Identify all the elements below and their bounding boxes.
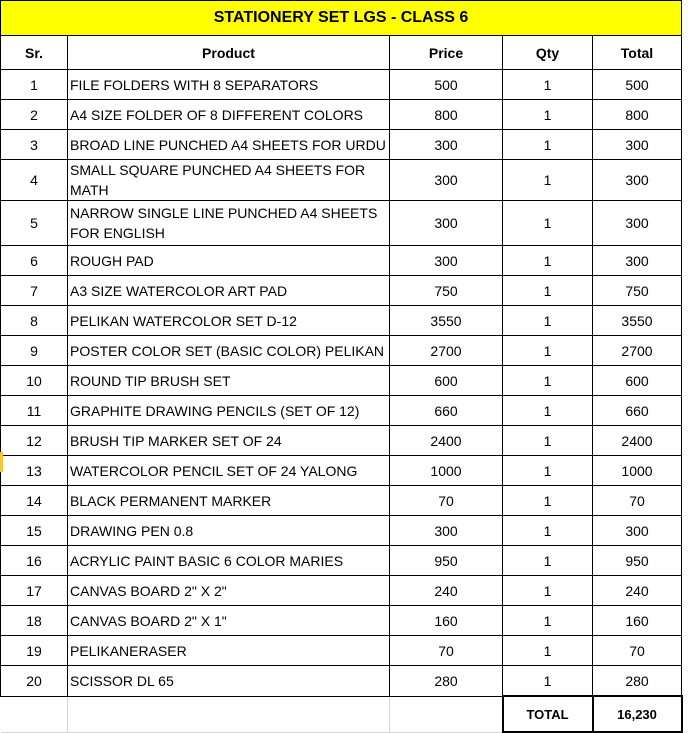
table-row — [1, 70, 682, 100]
cell-sr[interactable]: 19 — [1, 636, 68, 666]
table-row — [1, 201, 682, 246]
cell-product[interactable]: PELIKANERASER — [68, 636, 390, 666]
cell-sr[interactable]: 11 — [1, 396, 68, 426]
table-row — [1, 366, 682, 396]
empty-cell[interactable] — [1, 696, 68, 732]
cell-total[interactable]: 300 — [593, 516, 682, 546]
cell-qty[interactable]: 1 — [503, 336, 593, 366]
header-price[interactable]: Price — [390, 36, 503, 70]
cell-price[interactable]: 950 — [390, 546, 503, 576]
cell-total[interactable]: 750 — [593, 276, 682, 306]
cell-total[interactable]: 300 — [593, 160, 682, 201]
cell-qty[interactable]: 1 — [503, 516, 593, 546]
cell-product[interactable]: BLACK PERMANENT MARKER — [68, 486, 390, 516]
cell-qty[interactable]: 1 — [503, 456, 593, 486]
cell-price[interactable]: 2700 — [390, 336, 503, 366]
cell-sr[interactable]: 13 — [1, 456, 68, 486]
empty-cell[interactable] — [68, 696, 390, 732]
table-row — [1, 100, 682, 130]
cell-price[interactable]: 300 — [390, 201, 503, 246]
cell-product[interactable]: PELIKAN WATERCOLOR SET D-12 — [68, 306, 390, 336]
cell-qty[interactable]: 1 — [503, 246, 593, 276]
cell-qty[interactable]: 1 — [503, 366, 593, 396]
cell-qty[interactable]: 1 — [503, 276, 593, 306]
cell-qty[interactable]: 1 — [503, 201, 593, 246]
table-row — [1, 396, 682, 426]
cell-total[interactable]: 3550 — [593, 306, 682, 336]
title-row — [1, 1, 682, 36]
cell-sr[interactable]: 16 — [1, 546, 68, 576]
cell-price[interactable]: 300 — [390, 130, 503, 160]
cell-sr[interactable]: 15 — [1, 516, 68, 546]
empty-cell[interactable] — [390, 696, 503, 732]
cell-product[interactable]: BROAD LINE PUNCHED A4 SHEETS FOR URDU — [68, 130, 390, 160]
cell-product[interactable]: SMALL SQUARE PUNCHED A4 SHEETS FOR MATH — [68, 160, 390, 201]
table-row — [1, 426, 682, 456]
cell-total[interactable]: 660 — [593, 396, 682, 426]
cell-price[interactable]: 300 — [390, 516, 503, 546]
table-row — [1, 336, 682, 366]
cell-product[interactable]: CANVAS BOARD 2" X 1" — [68, 606, 390, 636]
cell-total[interactable]: 300 — [593, 246, 682, 276]
cell-price[interactable]: 70 — [390, 636, 503, 666]
cell-sr[interactable]: 14 — [1, 486, 68, 516]
cell-product[interactable]: FILE FOLDERS WITH 8 SEPARATORS — [68, 70, 390, 100]
cell-sr[interactable]: 5 — [1, 201, 68, 246]
total-row — [1, 696, 682, 732]
cell-price[interactable]: 240 — [390, 576, 503, 606]
cell-total[interactable]: 300 — [593, 201, 682, 246]
header-qty[interactable]: Qty — [503, 36, 593, 70]
cell-total[interactable]: 600 — [593, 366, 682, 396]
table-row — [1, 546, 682, 576]
cell-qty[interactable]: 1 — [503, 576, 593, 606]
cell-price[interactable]: 1000 — [390, 456, 503, 486]
table-row — [1, 276, 682, 306]
cell-price[interactable]: 750 — [390, 276, 503, 306]
cell-sr[interactable]: 7 — [1, 276, 68, 306]
cell-product[interactable]: A4 SIZE FOLDER OF 8 DIFFERENT COLORS — [68, 100, 390, 130]
cell-price[interactable]: 300 — [390, 246, 503, 276]
cell-sr[interactable]: 17 — [1, 576, 68, 606]
cell-qty[interactable]: 1 — [503, 486, 593, 516]
cell-sr[interactable]: 6 — [1, 246, 68, 276]
cell-product[interactable]: A3 SIZE WATERCOLOR ART PAD — [68, 276, 390, 306]
header-row — [1, 36, 682, 70]
active-row-marker — [0, 452, 3, 472]
cell-qty[interactable]: 1 — [503, 666, 593, 697]
cell-qty[interactable]: 1 — [503, 100, 593, 130]
cell-product[interactable]: ROUGH PAD — [68, 246, 390, 276]
total-value[interactable]: 16,230 — [593, 696, 682, 732]
table-row — [1, 486, 682, 516]
cell-product[interactable]: DRAWING PEN 0.8 — [68, 516, 390, 546]
cell-qty[interactable]: 1 — [503, 546, 593, 576]
header-product[interactable]: Product — [68, 36, 390, 70]
cell-sr[interactable]: 10 — [1, 366, 68, 396]
cell-sr[interactable]: 4 — [1, 160, 68, 201]
cell-price[interactable]: 660 — [390, 396, 503, 426]
cell-price[interactable]: 2400 — [390, 426, 503, 456]
cell-total[interactable]: 280 — [593, 666, 682, 697]
cell-total[interactable]: 1000 — [593, 456, 682, 486]
cell-product[interactable]: CANVAS BOARD 2" X 2" — [68, 576, 390, 606]
table-row — [1, 160, 682, 201]
cell-price[interactable]: 70 — [390, 486, 503, 516]
cell-qty[interactable]: 1 — [503, 70, 593, 100]
cell-sr[interactable]: 8 — [1, 306, 68, 336]
cell-total[interactable]: 500 — [593, 70, 682, 100]
cell-product[interactable]: WATERCOLOR PENCIL SET OF 24 YALONG — [68, 456, 390, 486]
cell-price[interactable]: 500 — [390, 70, 503, 100]
cell-product[interactable]: SCISSOR DL 65 — [68, 666, 390, 697]
cell-qty[interactable]: 1 — [503, 426, 593, 456]
cell-sr[interactable]: 9 — [1, 336, 68, 366]
total-label[interactable]: TOTAL — [503, 696, 593, 732]
cell-product[interactable]: ROUND TIP BRUSH SET — [68, 366, 390, 396]
cell-product[interactable]: POSTER COLOR SET (BASIC COLOR) PELIKAN — [68, 336, 390, 366]
cell-total[interactable]: 2700 — [593, 336, 682, 366]
table-row — [1, 246, 682, 276]
cell-total[interactable]: 160 — [593, 606, 682, 636]
table-row — [1, 636, 682, 666]
table-row — [1, 666, 682, 697]
cell-qty[interactable]: 1 — [503, 160, 593, 201]
cell-qty[interactable]: 1 — [503, 130, 593, 160]
cell-sr[interactable]: 12 — [1, 426, 68, 456]
cell-total[interactable]: 300 — [593, 130, 682, 160]
cell-sr[interactable]: 2 — [1, 100, 68, 130]
cell-product[interactable]: ACRYLIC PAINT BASIC 6 COLOR MARIES — [68, 546, 390, 576]
table-row — [1, 516, 682, 546]
cell-total[interactable]: 950 — [593, 546, 682, 576]
cell-sr[interactable]: 20 — [1, 666, 68, 697]
cell-price[interactable]: 3550 — [390, 306, 503, 336]
cell-sr[interactable]: 1 — [1, 70, 68, 100]
cell-qty[interactable]: 1 — [503, 636, 593, 666]
table-row — [1, 130, 682, 160]
cell-total[interactable]: 2400 — [593, 426, 682, 456]
cell-product[interactable]: BRUSH TIP MARKER SET OF 24 — [68, 426, 390, 456]
sheet-title[interactable]: STATIONERY SET LGS - CLASS 6 — [1, 1, 682, 36]
table-row — [1, 576, 682, 606]
cell-price[interactable]: 600 — [390, 366, 503, 396]
cell-qty[interactable]: 1 — [503, 306, 593, 336]
cell-product[interactable]: GRAPHITE DRAWING PENCILS (SET OF 12) — [68, 396, 390, 426]
table-row — [1, 456, 682, 486]
header-total[interactable]: Total — [593, 36, 682, 70]
cell-total[interactable]: 800 — [593, 100, 682, 130]
cell-sr[interactable]: 3 — [1, 130, 68, 160]
cell-price[interactable]: 800 — [390, 100, 503, 130]
cell-price[interactable]: 300 — [390, 160, 503, 201]
cell-product[interactable]: NARROW SINGLE LINE PUNCHED A4 SHEETS FOR ENGLISH — [68, 201, 390, 246]
cell-total[interactable]: 70 — [593, 486, 682, 516]
cell-total[interactable]: 240 — [593, 576, 682, 606]
header-sr[interactable]: Sr. — [1, 36, 68, 70]
cell-qty[interactable]: 1 — [503, 396, 593, 426]
cell-price[interactable]: 280 — [390, 666, 503, 697]
cell-sr[interactable]: 18 — [1, 606, 68, 636]
cell-price[interactable]: 160 — [390, 606, 503, 636]
table-row — [1, 306, 682, 336]
cell-qty[interactable]: 1 — [503, 606, 593, 636]
table-row — [1, 606, 682, 636]
cell-total[interactable]: 70 — [593, 636, 682, 666]
